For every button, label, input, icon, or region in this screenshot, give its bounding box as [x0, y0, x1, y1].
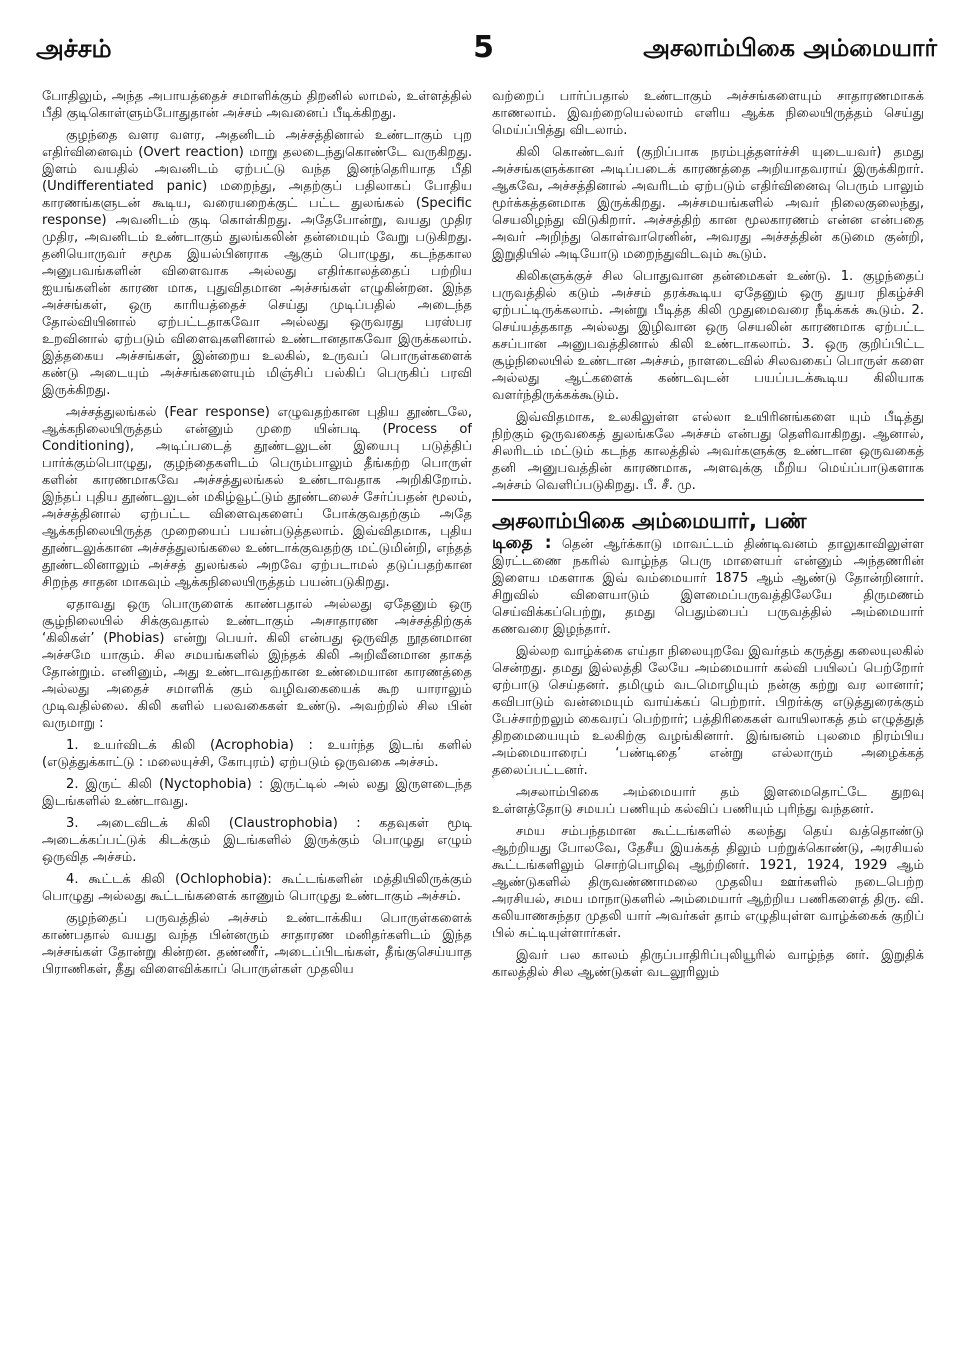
- paragraph: இவ்விதமாக, உலகிலுள்ள எல்லா உயிரினங்களை யும் பீடித்து நிற்கும் ஒருவகைத் துலங்கலே அச்சம் என்பது தெளிவாகிறது. ஆனால், சிலரிடம் மட்டும் கடந்த காலத்தில் அவர்களுக்கு உண்டான ஒருவகைத் தனி அனுபவத்தின் காரணமாக, அளவுக்கு மீறிய மெய்ப்பாடுகளாக அச்சம் வெளிப்படுகிறது. பீ. சீ. மு.: [492, 410, 924, 493]
- page-header: [20, 30, 947, 78]
- paragraph: குழந்தைப் பருவத்தில் அச்சம் உண்டாக்கிய பொருள்களைக் காண்பதால் வயது வந்த பின்னரும் சாதாரண மனிதர்களிடம் இந்த அச்சங்கள் தோன்று கின்றன. தண்ணீர், அடைப்பிடங்கள், தீங்குசெய்யாத பிராணிகள், தீது விளைவிக்காப் பொருள்கள் முதலிய: [42, 911, 472, 977]
- list-item: 4. கூட்டக் கிலி (Ochlophobia): கூட்டங்களின் மத்தியிலிருக்கும் பொழுது அல்லது கூட்டங்களைக் காணும் பொழுது உண்டாகும் அச்சம்.: [42, 872, 472, 904]
- article-first-text: தென் ஆர்க்காடு மாவட்டம் திண்டிவனம் தாலுகாவிலுள்ள இரட்டணை நகரில் வாழ்ந்த பெரு மாளையர் என்னும் அந்தணரின் இளைய மகளாக இவ் வம்மையார் 1875 ஆம் ஆண்டு தோன்றினார். சிறுவில் விளையாடும் இளமைப்பருவத்திலேயே திருமணம் செய்விக்கப்பெற்று, தமது பெதும்பைப் பருவத்தில் அம்மையார் கணவரை இழந்தார்.: [492, 537, 924, 637]
- list-item: 3. அடைவிடக் கிலி (Claustrophobia) : கதவுகள் மூடி அடைக்கப்பட்டுக் கிடக்கும் இடங்களில் இருக்கும் பொழுது எழும் ஒருவித அச்சம்.: [42, 816, 472, 865]
- right-column: [492, 88, 924, 1328]
- paragraph: வற்றைப் பார்ப்பதால் உண்டாகும் அச்சங்களையும் சாதாரணமாகக் காணலாம். இவற்றையெல்லாம் எளிய ஆக்க நிலையிருத்தம் செய்து மெய்ப்பித்து விடலாம்.: [492, 89, 924, 138]
- paragraph: சமய சம்பந்தமான கூட்டங்களில் கலந்து தெய் வத்தொண்டு ஆற்றியது போலவே, தேசீய இயக்கத் திலும் பற்றுக்கொண்டு, அரசியல் கூட்டங்களிலும் சொற்பொழிவு ஆற்றினர். 1921, 1924, 1929 ஆம் ஆண்டுகளில் திருவண்ணாமலை முதலிய ஊர்களில் நடைபெற்ற அரசியல், சமய மாநாடுகளில் அம்மையார் ஆற்றிய பணிகளைத் திரு. வி. கலியாணசுந்தர முதலி யார் அவர்கள் தாம் எழுதியுள்ள வாழ்க்கைக் குறிப் பில் சுட்டியுள்ளார்கள்.: [492, 824, 924, 941]
- article-title-continuation: டிதை :: [492, 533, 552, 553]
- paragraph: குழந்தை வளர வளர, அதனிடம் அச்சத்தினால் உண்டாகும் புற எதிர்வினைவும் (Overt reaction) மாறு தலடைந்துகொண்டே வருகிறது. இளம் வயதில் அவனிடம் ஏற்பட்டு வந்த இனந்தெரியாத பீதி (Undifferentiated panic) மறைந்து, அதற்குப் பதிலாகப் போதிய காரணங்களுடன் கூடிய, வரையறைக்குட் பட்ட துலங்கல் (Specific response) அவனிடம் குடி கொள்கிறது. அதேபோன்று, வயது முதிர முதிர, அவனிடம் உண்டாகும் துலங்கலின் தன்மையும் வேறு படுகிறது. தனியொருவர் சமூக இயல்பினராக ஆகும் பொழுது, கடந்தகால அனுபவங்களின் விளைவாக அல்லது எதிர்காலத்தைப் பற்றிய ஐயங்களின் காரண மாக, புதுவிதமான அச்சங்கள் எழுகின்றன. இந்த அச்சங்கள், ஒரு காரியத்தைச் செய்து முடிப்பதில் அடைந்த தோல்வியினால் ஏற்பட்டதாகவோ அல்லது ஒருவரது பரஸ்பர உறவினால் ஏற்படும் விளைவுகளினால் உண்டானதாகவோ இருக்கலாம். இத்தகைய அச்சங்கள், இன்றைய உலகில், உருவப் பொருள்களைக் கண்டு அடையும் அச்சங்களையும் மிஞ்சிப் பல்கிப் பெருகிப் பரவி இருக்கிறது.: [42, 128, 472, 398]
- paragraph: அச்சத்துலங்கல் (Fear response) எழுவதற்கான புதிய தூண்டலே, ஆக்கநிலையிருத்தம் என்னும் முறை யின்படி (Process of Conditioning), அடிப்படைத் தூண்டலுடன் இயைபு படுத்திப் பார்க்கும்பொழுது, குழந்தைகளிடம் பெரும்பாலும் தீங்கற்ற பொருள் களின் காரணமாகவே அச்சத்துலங்கல் உண்டாவதாக அறிகிறோம். இந்தப் புதிய தூண்டலுடன் மகிழ்வூட்டும் தூண்டலைச் சேர்ப்பதன் மூலம், அச்சத்தினால் ஏற்பட்ட விளைவுகளைப் போக்குவதற்கும் அதே ஆக்கநிலையிருத்த முறையைப் பயன்படுத்தலாம். இவ்விதமாக, புதிய தூண்டலுக்கான அச்சத்துலங்கலை உண்டாக்குவதற்கு மட்டுமின்றி, எந்தத் தூண்டலினாலும் அச்சத் துலங்கல் அறவே ஏற்படாமல் தடுப்பதற்கான சிறந்த சாதன மாகவும் ஆக்கநிலையிருத்தம் பயன்படுகிறது.: [42, 405, 472, 590]
- paragraph: கிலி கொண்டவர் (குறிப்பாக நரம்புத்தளர்ச்சி யுடையவர்) தமது அச்சங்களுக்கான அடிப்படைக் காரணத்தை அறியாதவராய் இருக்கிறார். ஆகவே, அச்சத்தினால் அவரிடம் ஏற்படும் எதிர்வினைவு பெரும் பாலும் மூர்க்கத்தனமாக இருக்கிறது. அச்சமயங்களில் அவர் நிலைகுலைந்து, செயலிழந்து விடுகிறார். அச்சத்திற் கான மூலகாரணம் என்ன என்பதை அவர் அறிந்து கொள்வாரெனின், அவரது அச்சத்தின் கடுமை குன்றி, இறுதியில் அடியோடு மறைந்துவிடவும் கூடும்.: [492, 145, 924, 262]
- section-divider: [492, 499, 924, 501]
- page-number: 5: [473, 30, 494, 65]
- paragraph: போதிலும், அந்த அபாயத்தைச் சமாளிக்கும் திறனில் லாமல், உள்ளத்தில் பீதி குடிகொள்ளும்போதுதான் அச்சம் அவனைப் பீடிக்கிறது.: [42, 89, 472, 121]
- article-first-paragraph: [492, 535, 924, 638]
- paragraph: ஏதாவது ஒரு பொருளைக் காண்பதால் அல்லது ஏதேனும் ஒரு சூழ்நிலையில் சிக்குவதால் உண்டாகும் அசாதாரண அச்சத்திற்குக் ‘கிலிகள்’ (Phobias) என்று பெயர். கிலி என்பது ஒருவித நூதனமான அச்சமே யாகும். சில சமயங்களில் இந்தக் கிலி அறிவீனமான தாகத் தோன்றும். எனினும், அது உண்டாவதற்கான உண்மையான காரணத்தை அல்லது அதைச் சமாளிக் கும் வழிவகையைக் கூற யாராலும் முடிவதில்லை. கிலி களில் பலவகைகள் உண்டு. அவற்றில் சில பின் வருமாறு :: [42, 597, 472, 731]
- paragraph: இவர் பல காலம் திருப்பாதிரிப்புலியூரில் வாழ்ந்த னர். இறுதிக் காலத்தில் சில ஆண்டுகள் வடலூரிலும்: [492, 948, 924, 980]
- list-item: 2. இருட் கிலி (Nyctophobia) : இருட்டில் அல் லது இருளடைந்த இடங்களில் உண்டாவது.: [42, 777, 472, 809]
- left-column: [42, 88, 472, 1328]
- running-head-right: அசலாம்பிகை அம்மையார்: [643, 34, 937, 62]
- paragraph: அசலாம்பிகை அம்மையார் தம் இளமைதொட்டே துறவு உள்ளத்தோடு சமயப் பணியும் கல்விப் பணியும் புரிந்து வந்தனர்.: [492, 785, 924, 817]
- list-item: 1. உயர்விடக் கிலி (Acrophobia) : உயர்ந்த இடங் களில் (எடுத்துக்காட்டு : மலையுச்சி, கோபுரம்) ஏற்படும் ஒருவகை அச்சம்.: [42, 738, 472, 770]
- paragraph: கிலிகளுக்குச் சில பொதுவான தன்மைகள் உண்டு. 1. குழந்தைப் பருவத்தில் கடும் அச்சம் தரக்கூடிய ஏதேனும் ஒரு துயர நிகழ்ச்சி ஏற்பட்டிருக்கலாம். அன்று பீடித்த கிலி முதுமைவரை நீடிக்கக் கூடும். 2. செய்யத்தகாத அல்லது இழிவான ஒரு செயலின் காரணமாக ஏற்பட்ட கசப்பான அனுபவத்தினால் கிலி உண்டாகலாம். 3. ஒரு குறிப்பிட்ட சூழ்நிலையில் உண்டான அச்சம், நாளடைவில் சிலவகைப் பொருள் களை அல்லது ஆட்களைக் கண்டவுடன் பயப்படக்கூடிய கிலியாக வளர்ந்திருக்கக்கூடும்.: [492, 269, 924, 403]
- article-title: அசலாம்பிகை அம்மையார், பண்: [492, 509, 807, 533]
- paragraph: இல்லற வாழ்க்கை எய்தா நிலையுறவே இவர்தம் கருத்து கலையுலகில் சென்றது. தமது இல்லத்தி லேயே அம்மையார் கல்வி பயிலப் பெற்றோர் ஏற்பாடு செய்தனர். தமிழும் வடமொழியும் நன்கு கற்று வர லானார்; கவிபாடும் வன்மையும் வாய்க்கப் பெற்றார். பிறர்க்கு எடுத்துரைக்கும் பேச்சாற்றலும் கைவரப் பெற்றார்; பத்திரிகைகள் வாயிலாகத் தம் எழுத்துத் திறமையையும் உலகிற்கு வழங்கினார். இங்ஙனம் புலமை நிரம்பிய அம்மையாரைப் ‘பண்டிதை’ என்று எல்லாரும் அழைக்கத் தலைப்பட்டனர்.: [492, 644, 924, 778]
- running-head-left: அச்சம்: [36, 34, 112, 63]
